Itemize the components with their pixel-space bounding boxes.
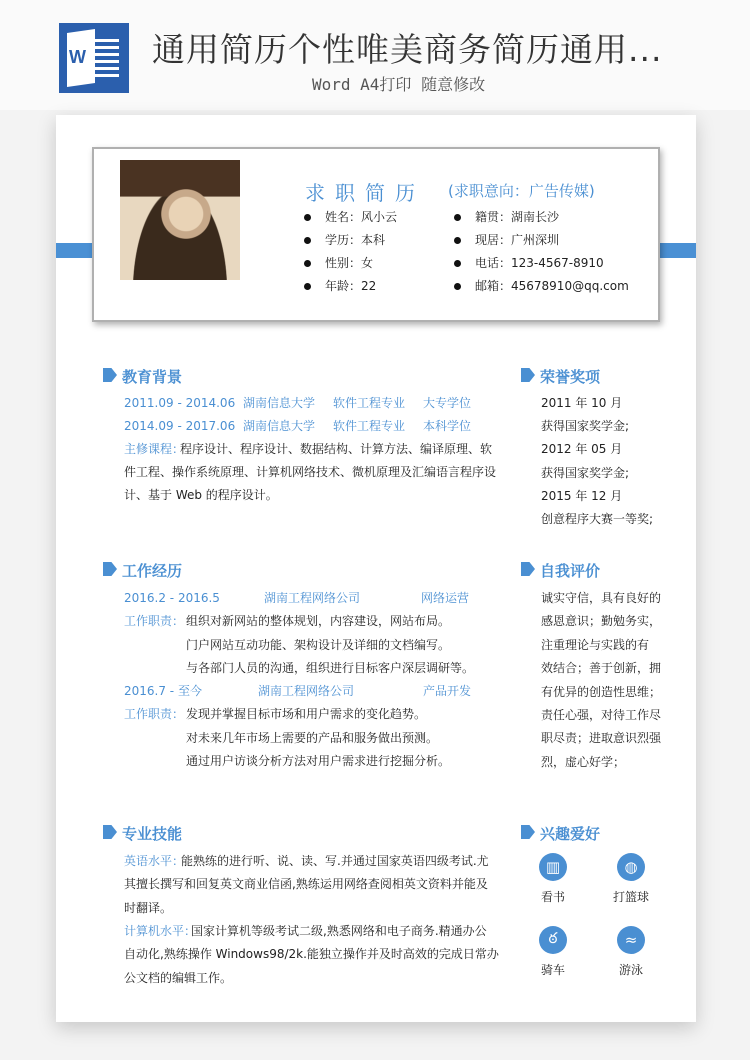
bullet-icon xyxy=(454,214,461,221)
document-title: 通用简历个性唯美商务简历通用... xyxy=(152,30,663,69)
education-cell: 湖南信息大学 xyxy=(243,396,316,410)
duty-label: 工作职责： xyxy=(124,707,185,721)
info-item: 学历：本科 xyxy=(325,233,386,247)
self-evaluation-line: 感恩意识；勤勉务实， xyxy=(541,614,662,629)
education-cell: 2011.09 - 2014.06 xyxy=(124,396,236,410)
english-label: 英语水平： xyxy=(124,854,185,868)
course-text: 件工程、操作系统原理、计算机网络技术、微机原理及汇编语言程序设 xyxy=(124,465,497,479)
education-cell: 2014.09 - 2017.06 xyxy=(124,419,236,433)
computer-text: 自动化,熟练操作 Windows98/2k.能独立操作并及时高效的完成日常办 xyxy=(124,947,499,961)
hobby-label: 游泳 xyxy=(618,963,643,977)
honor-line: 创意程序大赛一等奖; xyxy=(541,512,654,526)
bicycle-icon: ఠ xyxy=(539,926,567,954)
duty-text: 门户网站互动功能、架构设计及详细的文档编写。 xyxy=(186,637,451,652)
swimming-icon: ≈ xyxy=(617,926,645,954)
self-evaluation-line: 注重理论与实践的有 xyxy=(541,637,650,652)
skills-heading: 专业技能 xyxy=(122,825,183,843)
english-text: 其擅长撰写和回复英文商业信函,熟练运用网络查阅相英文资料并能及 xyxy=(124,877,488,891)
honor-line: 2015 年 12 月 xyxy=(541,488,623,503)
bullet-icon xyxy=(304,260,311,267)
self-evaluation-line: 责任心强，对待工作尽 xyxy=(541,708,662,722)
duty-text: 通过用户访谈分析方法对用户需求进行挖掘分析。 xyxy=(186,754,451,768)
job-intent: (求职意向：广告传媒) xyxy=(448,182,595,200)
honor-line: 2012 年 05 月 xyxy=(541,442,623,457)
job-company: 湖南工程网络公司 xyxy=(264,591,361,605)
info-item: 籍贯：湖南长沙 xyxy=(475,210,560,224)
job-period: 2016.7 - 至今 xyxy=(124,684,202,698)
word-icon-letter: W xyxy=(69,47,86,67)
computer-text: 国家计算机等级考试二级,熟悉网络和电子商务.精通办公 xyxy=(191,924,487,938)
duty-text: 对未来几年市场上需要的产品和服务做出预测。 xyxy=(186,730,439,745)
education-heading: 教育背景 xyxy=(122,368,183,386)
info-item: 电话：123-4567-8910 xyxy=(475,256,604,270)
education-cell: 软件工程专业 xyxy=(333,419,406,433)
work-heading: 工作经历 xyxy=(122,562,183,580)
document-subtitle: Word A4打印 随意修改 xyxy=(312,75,486,94)
duty-text: 组织对新网站的整体规划，内容建设，网站布局。 xyxy=(186,614,451,628)
resume-title: 求职简历 xyxy=(305,181,425,205)
self-evaluation-line: 有优异的创造性思维； xyxy=(541,684,662,699)
english-text: 能熟练的进行听、说、读、写.并通过国家英语四级考试.尤 xyxy=(181,854,489,868)
info-item: 现居：广州深圳 xyxy=(475,233,560,247)
hobby-label: 骑车 xyxy=(540,963,565,977)
self-evaluation-line: 效结合；善于创新，拥 xyxy=(541,661,662,676)
profile-photo xyxy=(120,160,240,280)
basketball-icon: ◍ xyxy=(617,853,645,881)
book-icon: ▥ xyxy=(539,853,567,881)
self-evaluation-heading: 自我评价 xyxy=(540,562,601,580)
hobbies-heading: 兴趣爱好 xyxy=(540,825,601,843)
education-cell: 大专学位 xyxy=(423,396,472,410)
info-item: 年龄：22 xyxy=(325,279,377,293)
job-role: 网络运营 xyxy=(421,591,470,605)
honor-line: 获得国家奖学金; xyxy=(541,465,630,480)
hobby-label: 打篮球 xyxy=(612,890,649,904)
self-evaluation-line: 职尽责；进取意识烈强 xyxy=(541,731,662,746)
education-cell: 本科学位 xyxy=(423,419,472,433)
self-evaluation-line: 烈，虚心好学； xyxy=(541,754,626,769)
hobby-label: 看书 xyxy=(540,890,565,904)
honor-line: 2011 年 10 月 xyxy=(541,396,623,410)
bullet-icon xyxy=(304,214,311,221)
word-icon xyxy=(59,23,129,93)
duty-text: 发现并掌握目标市场和用户需求的变化趋势。 xyxy=(186,707,427,721)
info-item: 姓名：风小云 xyxy=(325,210,398,224)
course-label: 主修课程： xyxy=(124,442,185,456)
bullet-icon xyxy=(454,283,461,290)
self-evaluation-line: 诚实守信，具有良好的 xyxy=(541,591,662,605)
education-cell: 软件工程专业 xyxy=(333,396,406,410)
info-item: 性别：女 xyxy=(325,256,374,270)
course-text: 计、基于 Web 的程序设计。 xyxy=(124,488,278,502)
honors-heading: 荣誉奖项 xyxy=(540,368,601,386)
bullet-icon xyxy=(454,237,461,244)
course-text: 程序设计、程序设计、数据结构、计算方法、编译原理、软 xyxy=(180,442,493,456)
honor-line: 获得国家奖学金; xyxy=(541,419,630,434)
computer-text: 公文档的编辑工作。 xyxy=(124,971,233,985)
bullet-icon xyxy=(454,260,461,267)
job-company: 湖南工程网络公司 xyxy=(258,684,355,698)
education-cell: 湖南信息大学 xyxy=(243,419,316,433)
computer-label: 计算机水平： xyxy=(124,924,197,938)
job-period: 2016.2 - 2016.5 xyxy=(124,591,220,605)
english-text: 时翻译。 xyxy=(124,901,173,915)
bullet-icon xyxy=(304,237,311,244)
bullet-icon xyxy=(304,283,311,290)
job-role: 产品开发 xyxy=(423,684,472,698)
duty-text: 与各部门人员的沟通，组织进行目标客户深层调研等。 xyxy=(186,661,475,675)
duty-label: 工作职责： xyxy=(124,614,185,628)
info-item: 邮箱：45678910@qq.com xyxy=(475,279,629,293)
